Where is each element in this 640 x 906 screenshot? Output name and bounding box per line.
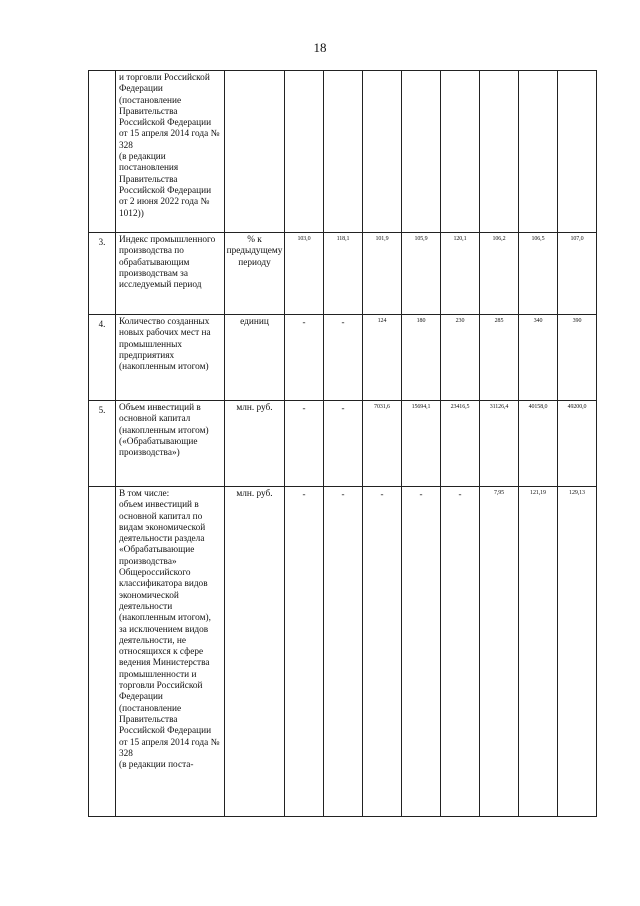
value-cell: 340 [519,315,558,401]
value-cell: 106,5 [519,233,558,315]
row-number-cell: 4. [89,315,116,401]
value-cell: 107,0 [558,233,597,315]
value-cell [480,71,519,233]
table-body [89,71,597,817]
value-cell: 7031,6 [363,401,402,487]
value-cell [402,71,441,233]
value-cell: 31126,4 [480,401,519,487]
value-cell: 40158,0 [519,401,558,487]
value-cell: 105,9 [402,233,441,315]
value-cell: 49200,0 [558,401,597,487]
value-cell: - [441,487,480,817]
indicator-name-cell: Индекс промышленного производства по обрабатывающим производствам за исследуемый период [116,233,225,315]
value-cell: 124 [363,315,402,401]
unit-cell: % к предыдущему периоду [225,233,285,315]
indicators-table [88,70,597,817]
value-cell [558,71,597,233]
page-number: 18 [313,40,327,55]
value-cell: - [363,487,402,817]
unit-cell [225,71,285,233]
indicator-name-cell: Количество созданных новых рабочих мест на промышленных предприятиях (накопленным итогом) [116,315,225,401]
value-cell: 129,13 [558,487,597,817]
value-cell: 106,2 [480,233,519,315]
row-number-cell: 3. [89,233,116,315]
table-row [89,315,597,401]
value-cell [324,71,363,233]
indicator-name-cell: и торговли Российской Федерации (постановление Правительства Российской Федерации от 15 апреля 2014 года № 328 (в редакции постановления Правительства Российской Федерации от 2 июня 2022 года № 1012)) [116,71,225,233]
unit-cell: единиц [225,315,285,401]
row-number-cell: 5. [89,401,116,487]
value-cell [285,71,324,233]
value-cell: - [285,487,324,817]
row-number-cell [89,71,116,233]
value-cell: - [402,487,441,817]
value-cell: 390 [558,315,597,401]
value-cell: 7,95 [480,487,519,817]
indicator-name-cell: Объем инвестиций в основной капитал (накопленным итогом) («Обрабатывающие производства») [116,401,225,487]
value-cell: - [324,401,363,487]
value-cell: 180 [402,315,441,401]
value-cell [519,71,558,233]
unit-cell: млн. руб. [225,401,285,487]
value-cell: 23416,5 [441,401,480,487]
value-cell: 121,19 [519,487,558,817]
value-cell: - [324,487,363,817]
value-cell: 101,9 [363,233,402,315]
value-cell: 118,1 [324,233,363,315]
table-row [89,487,597,817]
value-cell [363,71,402,233]
row-number-cell [89,487,116,817]
table-row [89,401,597,487]
value-cell: 285 [480,315,519,401]
value-cell: 120,1 [441,233,480,315]
unit-cell: млн. руб. [225,487,285,817]
value-cell [441,71,480,233]
value-cell: - [285,315,324,401]
value-cell: 103,0 [285,233,324,315]
indicator-name-cell: В том числе: объем инвестиций в основной капитал по видам экономической деятельности раздела «Обрабатывающие производства» Общероссийского классификатора видов экономической деятельности (накопленным итогом), за исключением видов деятельности, не относящихся к сфере ведения Министерства промышленности и торговли Российской Федерации (постановление Правительства Российской Федерации от 15 апреля 2014 года № 328 (в редакции поста- [116,487,225,817]
value-cell: 15694,1 [402,401,441,487]
value-cell: 230 [441,315,480,401]
value-cell: - [285,401,324,487]
table-row [89,233,597,315]
table-row [89,71,597,233]
value-cell: - [324,315,363,401]
